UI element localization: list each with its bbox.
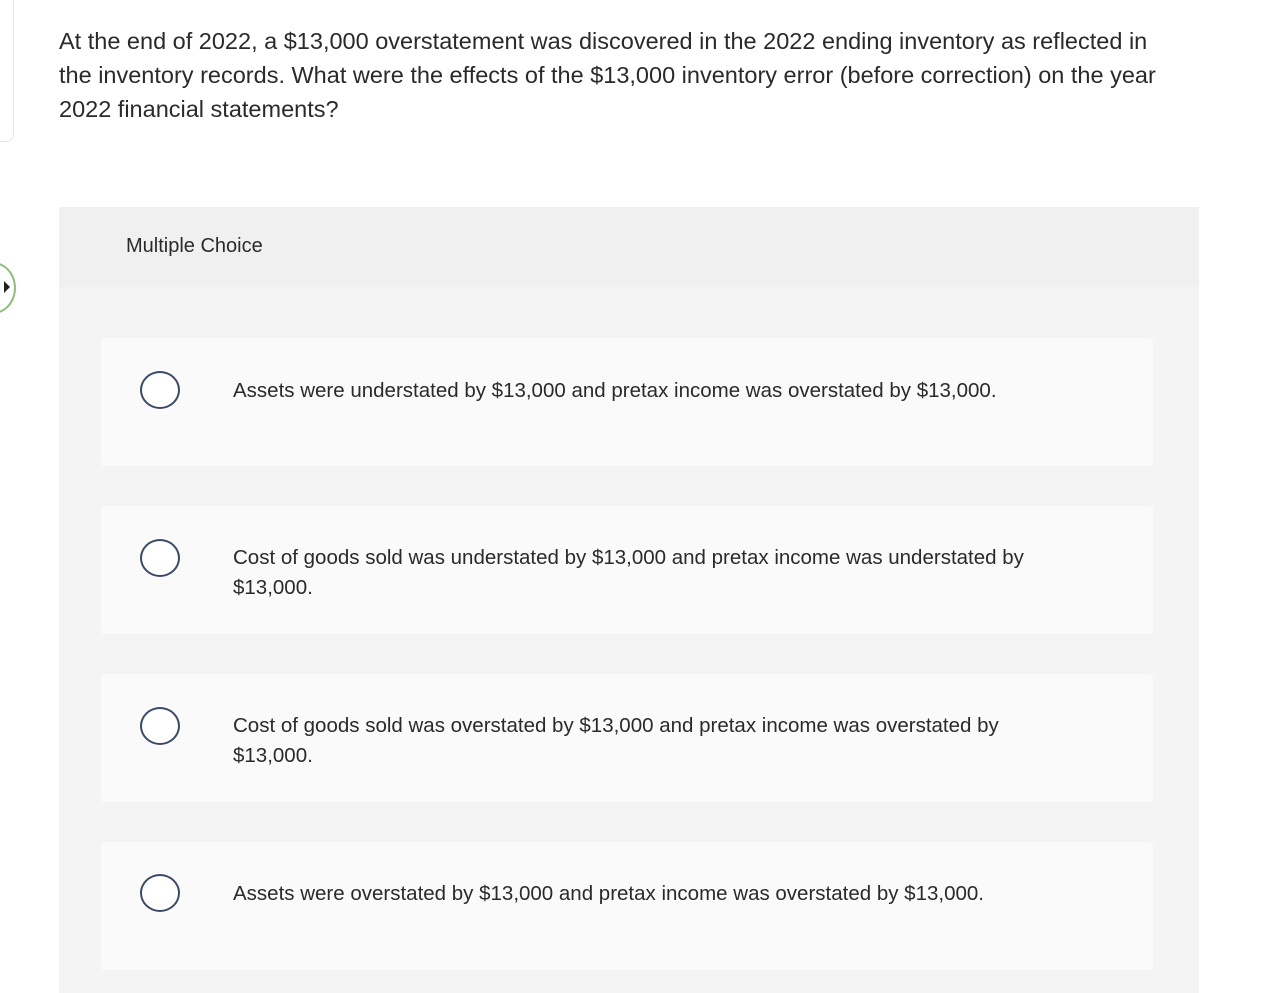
radio-button-icon[interactable] [140,371,180,409]
radio-button-icon[interactable] [140,707,180,745]
multiple-choice-header [59,207,1199,287]
side-nav-button[interactable] [0,262,16,314]
answer-option-3[interactable] [101,674,1153,802]
question-text: At the end of 2022, a $13,000 overstatement was discovered in the 2022 ending inventory as reflected in the inventory records. What were the effects of the $13,000 inventory error (before correction) on the year 2022 financial statements? [59,28,1156,122]
answer-option-label: Assets were overstated by $13,000 and pretax income was overstated by $13,000. [233,882,984,905]
answer-option-1[interactable] [101,338,1153,466]
arrow-right-icon [4,281,10,293]
answer-option-2[interactable] [101,506,1153,634]
multiple-choice-label: Multiple Choice [126,235,263,257]
multiple-choice-panel [59,207,1199,993]
answer-option-label: Assets were understated by $13,000 and pretax income was overstated by $13,000. [233,379,997,402]
answer-option-label: Cost of goods sold was understated by $13,000 and pretax income was understated by $13,000. [233,546,1024,599]
radio-button-icon[interactable] [140,539,180,577]
side-panel-edge [0,0,14,142]
answer-option-label: Cost of goods sold was overstated by $13,000 and pretax income was overstated by $13,000. [233,714,999,767]
answer-option-4[interactable] [101,842,1153,970]
radio-button-icon[interactable] [140,874,180,912]
